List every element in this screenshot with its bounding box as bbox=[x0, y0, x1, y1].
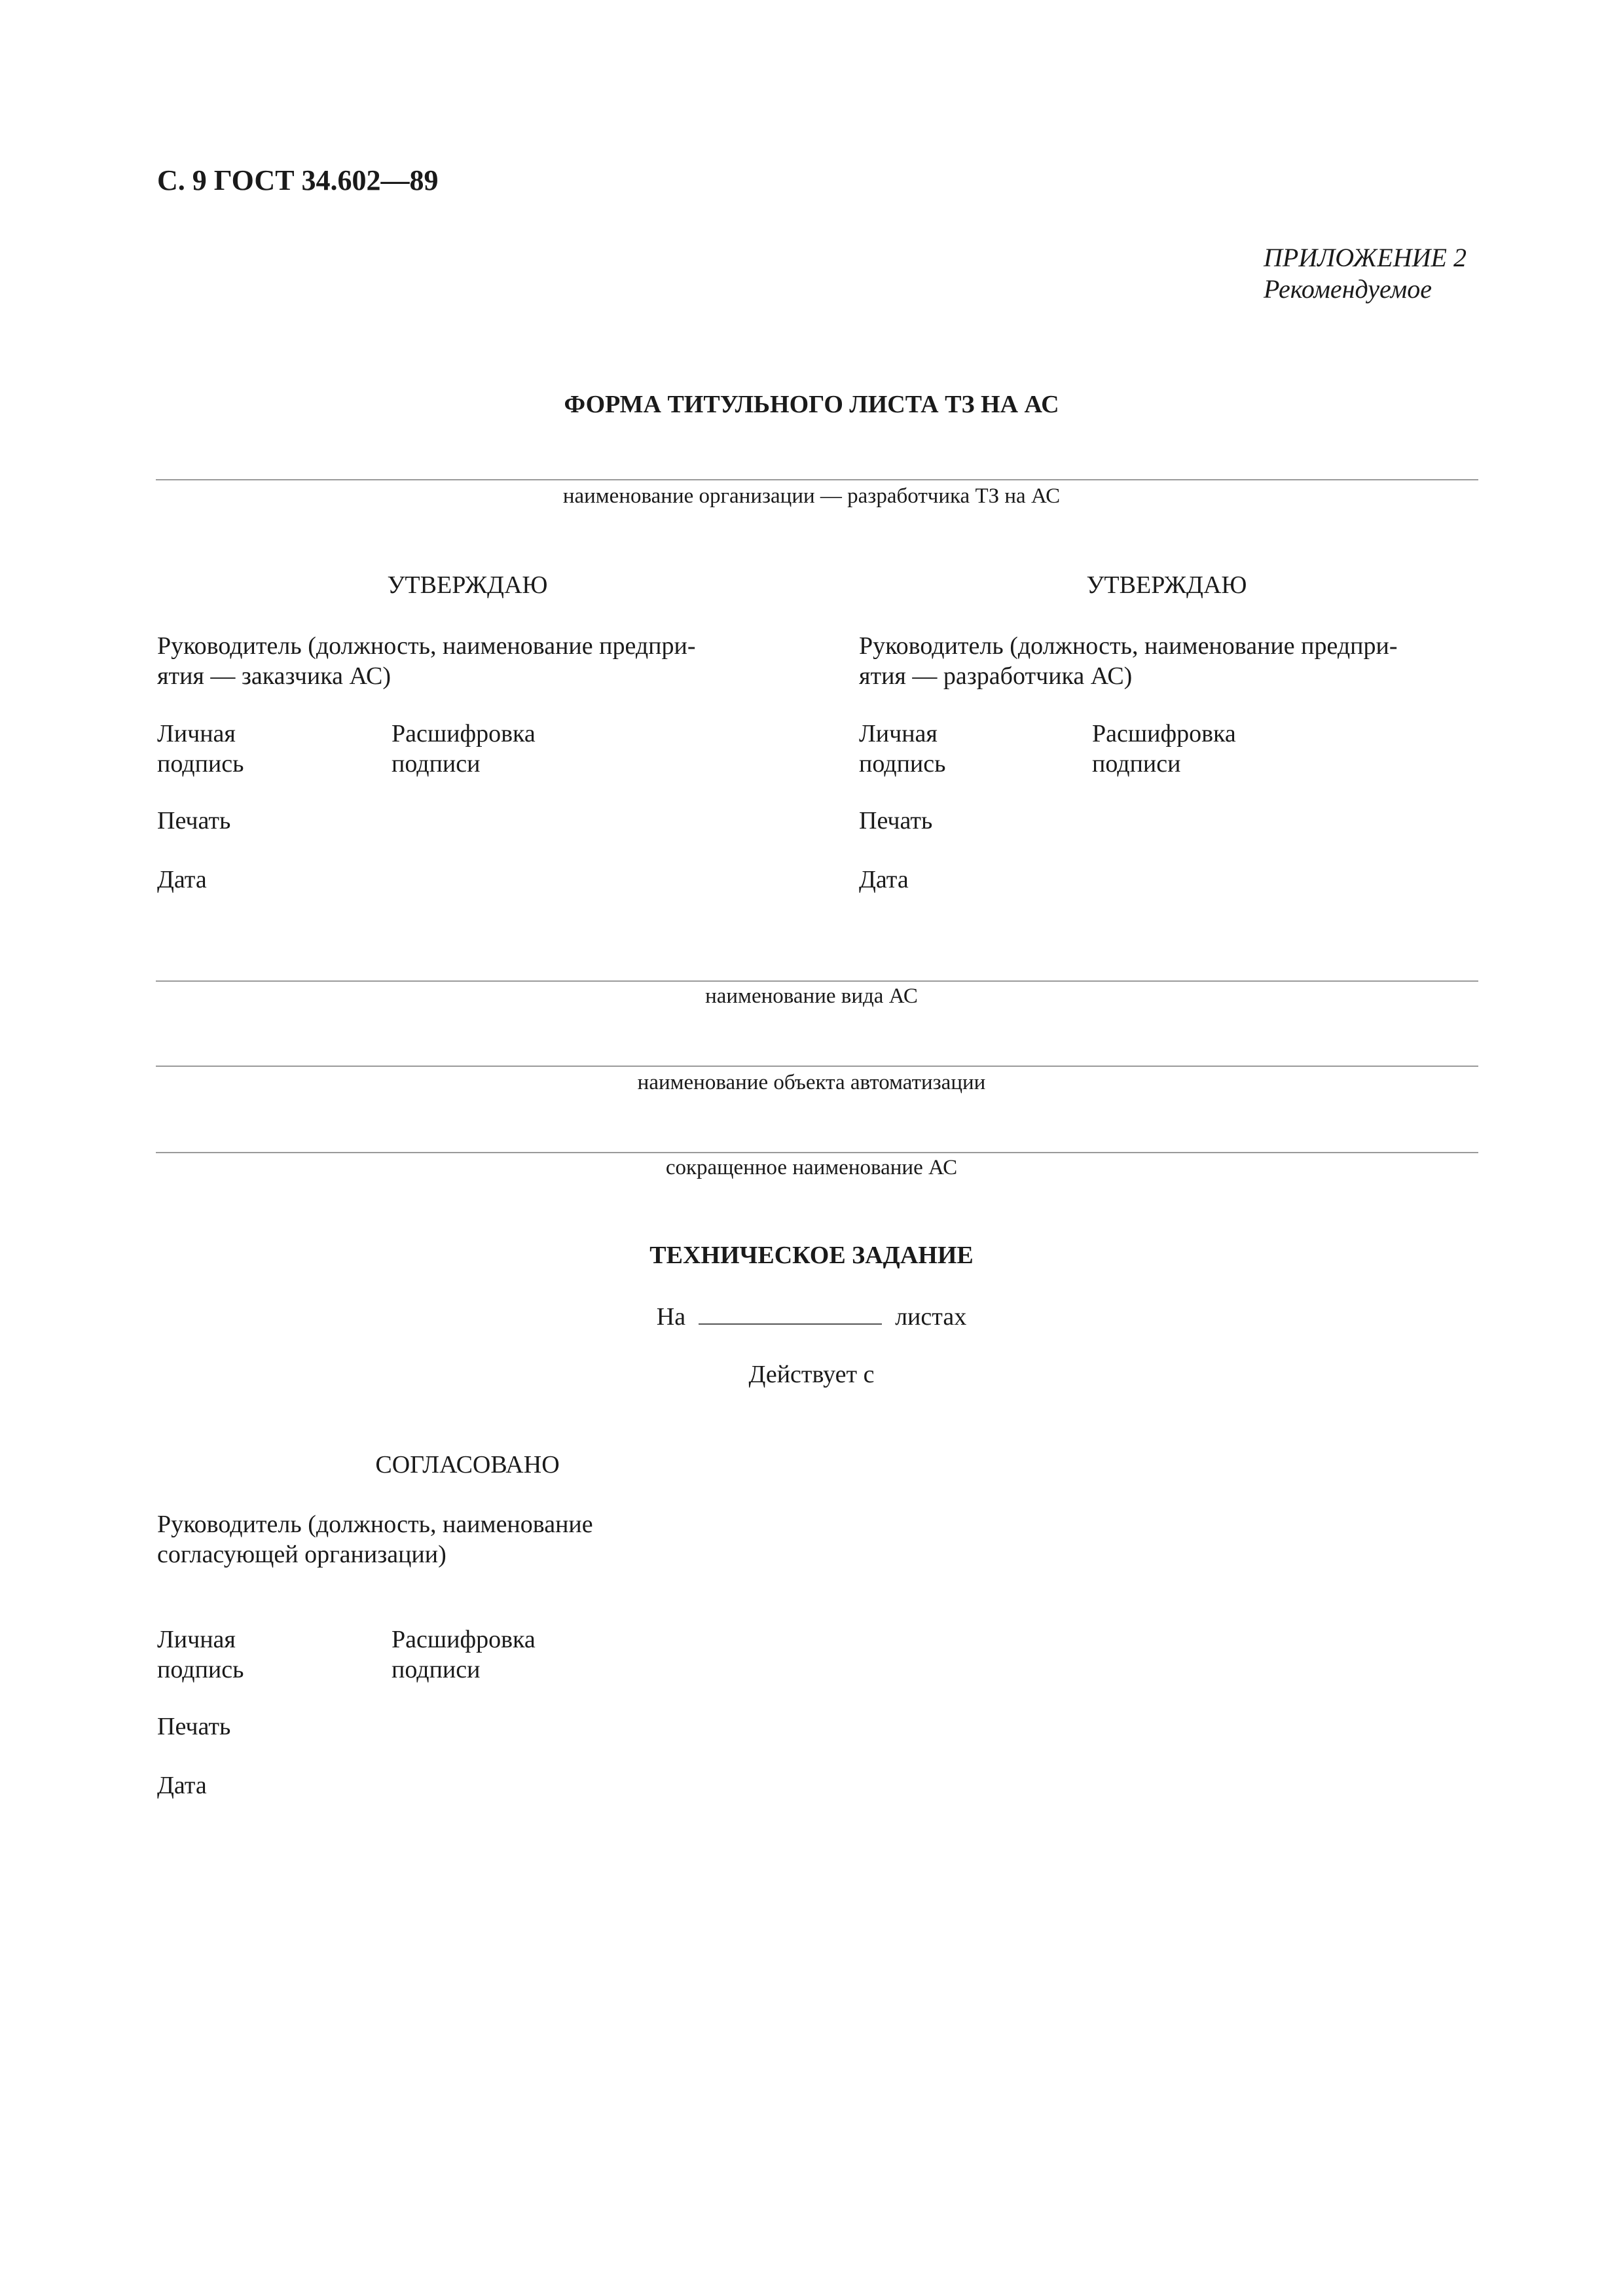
decode-label-line2: подписи bbox=[1092, 750, 1181, 778]
decode-label-agreement bbox=[392, 1624, 536, 1685]
sheets-prefix: На bbox=[656, 1303, 686, 1331]
approve-heading-developer: УТВЕРЖДАЮ bbox=[1086, 571, 1247, 599]
date-label-customer: Дата bbox=[157, 866, 207, 893]
appendix-subtitle: Рекомендуемое bbox=[1264, 274, 1432, 304]
form-title: ФОРМА ТИТУЛЬНОГО ЛИСТА ТЗ НА АС bbox=[564, 391, 1059, 418]
automation-object-line bbox=[156, 1066, 1478, 1067]
decode-label-line1: Расшифровка bbox=[392, 720, 536, 747]
sheets-count-line bbox=[0, 1300, 1623, 1331]
approve-role-developer-line2: ятия — разработчика АС) bbox=[859, 662, 1133, 690]
approve-role-developer-line1: Руководитель (должность, наименование предпри- bbox=[859, 632, 1398, 660]
approve-role-customer-line2: ятия — заказчика АС) bbox=[157, 662, 392, 690]
signature-label-line1: Личная bbox=[859, 720, 938, 747]
decode-label-line2: подписи bbox=[392, 1656, 481, 1683]
date-label-developer: Дата bbox=[859, 866, 909, 893]
signature-label-line1: Личная bbox=[157, 1626, 236, 1653]
signature-label-line2: подпись bbox=[859, 750, 946, 778]
approve-heading-customer: УТВЕРЖДАЮ bbox=[387, 571, 548, 599]
decode-label-line1: Расшифровка bbox=[1092, 720, 1236, 747]
agreement-role-line2: согласующей организации) bbox=[157, 1541, 447, 1568]
system-type-line bbox=[156, 980, 1478, 982]
approve-role-developer bbox=[859, 631, 1514, 691]
signature-label-line2: подпись bbox=[157, 1656, 244, 1683]
sheets-suffix: листах bbox=[895, 1303, 967, 1331]
decode-label-developer bbox=[1092, 719, 1236, 779]
appendix-label bbox=[1264, 242, 1467, 305]
page-header: С. 9 ГОСТ 34.602—89 bbox=[157, 164, 439, 196]
agreement-role-line1: Руководитель (должность, наименование bbox=[157, 1511, 593, 1538]
approve-role-customer bbox=[157, 631, 812, 691]
short-name-caption: сокращенное наименование АС bbox=[665, 1156, 958, 1179]
agreement-heading: СОГЛАСОВАНО bbox=[375, 1451, 560, 1479]
valid-from-label: Действует с bbox=[748, 1361, 875, 1388]
signature-label-line2: подпись bbox=[157, 750, 244, 778]
signature-label-line1: Личная bbox=[157, 720, 236, 747]
signature-label-developer bbox=[859, 719, 945, 779]
decode-label-customer bbox=[392, 719, 536, 779]
automation-object-caption: наименование объекта автоматизации bbox=[637, 1071, 986, 1094]
signature-label-agreement bbox=[157, 1624, 244, 1685]
date-label-agreement: Дата bbox=[157, 1772, 207, 1799]
stamp-label-developer: Печать bbox=[859, 807, 933, 834]
org-name-line bbox=[156, 479, 1478, 480]
stamp-label-agreement: Печать bbox=[157, 1713, 231, 1740]
decode-label-line2: подписи bbox=[392, 750, 481, 778]
agreement-role bbox=[157, 1509, 812, 1570]
system-type-caption: наименование вида АС bbox=[705, 984, 918, 1008]
approve-role-customer-line1: Руководитель (должность, наименование предпри- bbox=[157, 632, 696, 660]
appendix-title: ПРИЛОЖЕНИЕ 2 bbox=[1264, 243, 1467, 272]
org-name-caption: наименование организации — разработчика ТЗ на АС bbox=[562, 484, 1061, 508]
signature-label-customer bbox=[157, 719, 244, 779]
decode-label-line1: Расшифровка bbox=[392, 1626, 536, 1653]
document-title: ТЕХНИЧЕСКОЕ ЗАДАНИЕ bbox=[649, 1242, 974, 1269]
stamp-label-customer: Печать bbox=[157, 807, 231, 834]
short-name-line bbox=[156, 1152, 1478, 1153]
sheets-count-blank[interactable] bbox=[699, 1300, 882, 1325]
